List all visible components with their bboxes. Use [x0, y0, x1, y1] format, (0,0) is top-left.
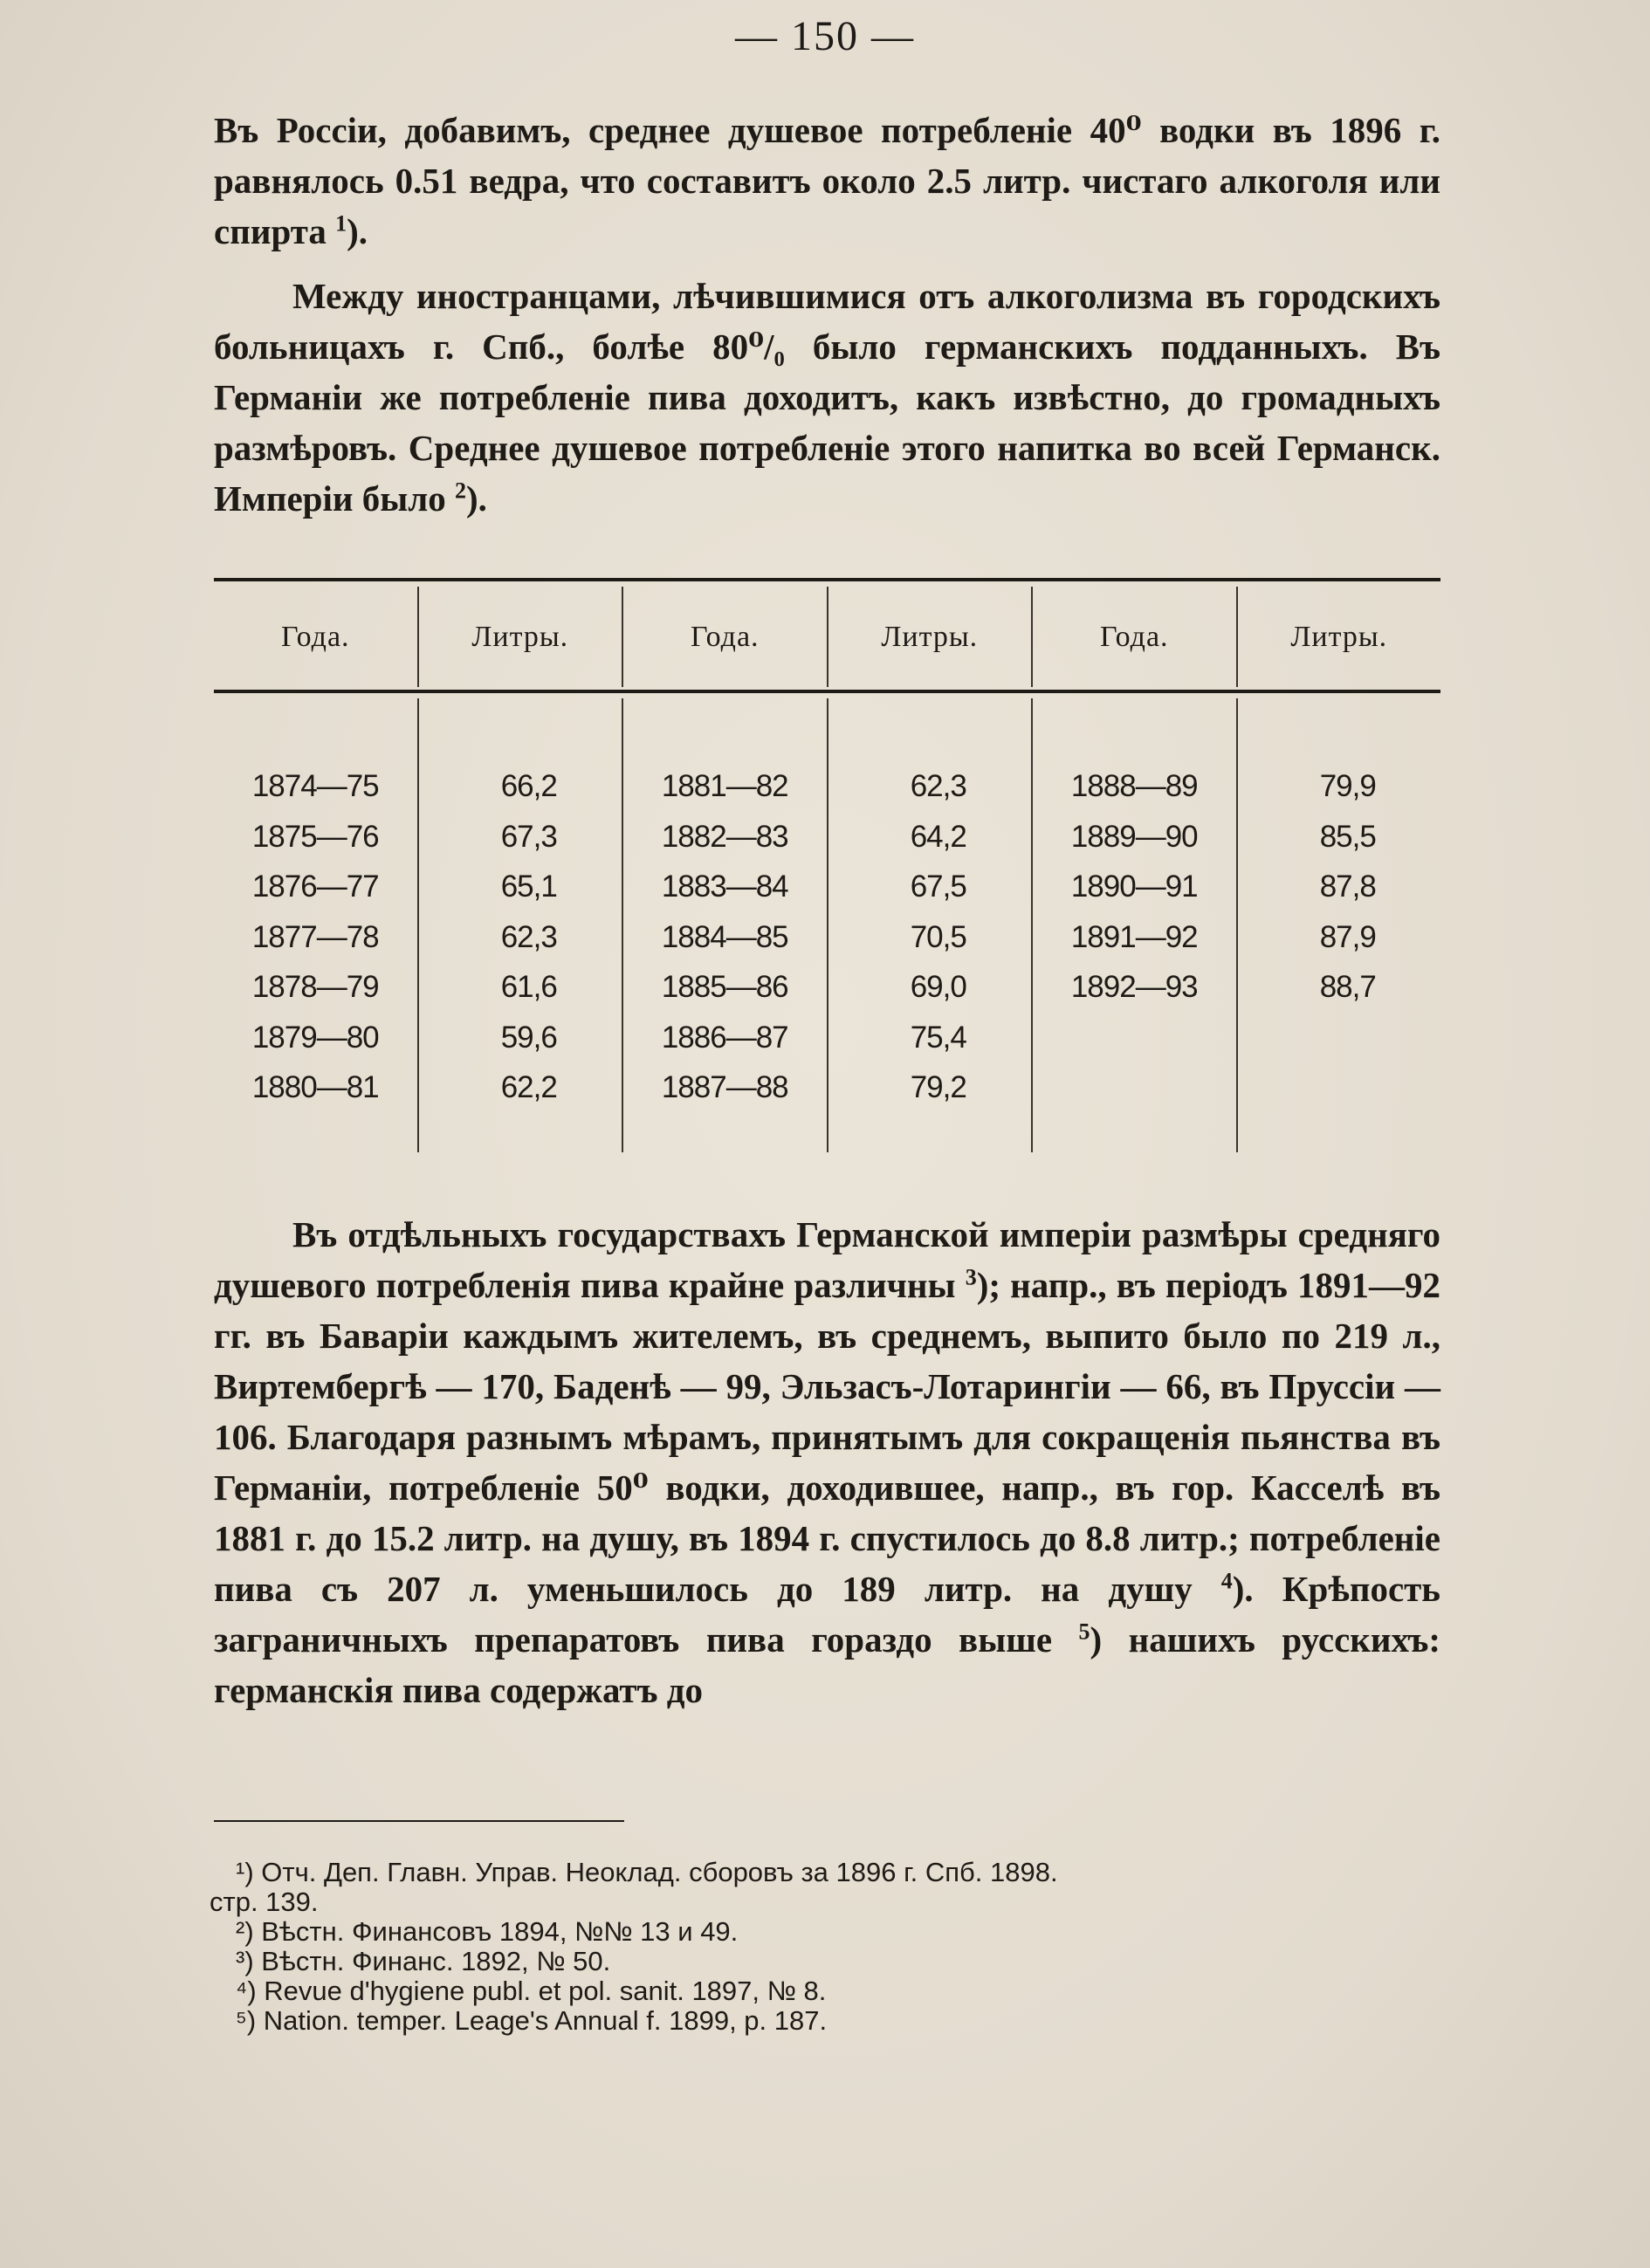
table-cell: 1890—91: [1070, 869, 1198, 904]
table-cell: 1892—93: [1070, 970, 1198, 1004]
footnote-ref: 1: [335, 210, 347, 237]
table-cell: 1887—88: [661, 1070, 788, 1104]
table-cell: 87,8: [1319, 869, 1376, 904]
table-cell: 70,5: [910, 919, 966, 954]
column-years-2: [623, 698, 828, 1152]
footnote-ref: 2: [454, 478, 466, 504]
footnote-separator: [214, 1820, 624, 1822]
table-header-rule: [214, 690, 1440, 693]
footnote-5: ⁵) Nation. temper. Leage's Annual f. 1899, p. 187.: [236, 2005, 828, 2036]
column-liters-1: [419, 698, 624, 1152]
paragraph-text: Между иностранцами, лѣчившимися отъ алкоголизма въ городскихъ больницахъ г. Спб., болѣе 80⁰/₀ было германскихъ подданныхъ. Въ Германіи же потребленіе пива доходитъ, какъ извѣстно, до громадныхъ размѣровъ. Среднее душевое потребленіе этого напитка во всей Германск. Имперіи было: [214, 276, 1440, 519]
table-cell: 62,2: [500, 1070, 557, 1104]
table-cell: 85,5: [1319, 819, 1376, 854]
table-cell: 1886—87: [661, 1020, 788, 1055]
paragraph-russia-vodka: [214, 105, 1440, 257]
footnote-1-continued: стр. 139.: [210, 1887, 319, 1917]
table-cell: 1875—76: [251, 819, 379, 854]
header-years-3: Года.: [1033, 587, 1238, 687]
footnote-2: ²) Вѣстн. Финансовъ 1894, №№ 13 и 49.: [236, 1916, 739, 1947]
paragraph-text: Въ Россіи, добавимъ, среднее душевое потребленіе 40⁰ водки въ 1896 г. равнялось 0.51 ведра, что составитъ около 2.5 литр. чистаго алкоголя или спирта: [214, 110, 1440, 251]
footnotes: [210, 1857, 1449, 2036]
paragraph-text: ). Крѣпость заграничныхъ препаратовъ пива гораздо выше: [214, 1569, 1440, 1660]
column-years-3: [1033, 698, 1238, 1152]
table-cell: 1877—78: [251, 919, 379, 954]
header-liters-1: Литры.: [419, 587, 624, 687]
table-top-rule: [214, 578, 1440, 581]
column-liters-3: [1238, 698, 1441, 1152]
table-cell: 79,2: [910, 1070, 966, 1104]
table-cell: 1879—80: [251, 1020, 379, 1055]
footnote-ref: 5: [1078, 1619, 1090, 1645]
column-liters-2: [828, 698, 1034, 1152]
table-cell: 66,2: [500, 769, 557, 803]
table-cell: 64,2: [910, 819, 966, 854]
header-liters-2: Литры.: [828, 587, 1034, 687]
table-cell: 87,9: [1319, 919, 1376, 954]
table-cell: 1889—90: [1070, 819, 1198, 854]
table-cell: 67,5: [910, 869, 966, 904]
footnote-3: ³) Вѣстн. Финанс. 1892, № 50.: [236, 1946, 611, 1976]
table-cell: 1874—75: [251, 769, 379, 803]
paragraph-text-end: ).: [347, 211, 368, 251]
table-cell: 59,6: [500, 1020, 557, 1055]
table-cell: 1891—92: [1070, 919, 1198, 954]
paragraph-text: ); напр., въ періодъ 1891—92 гг. въ Баваріи каждымъ жителемъ, въ среднемъ, выпито было по 219 л., Виртембергѣ — 170, Баденѣ — 99, Эльзасъ-Лотарингіи — 66, въ Пруссіи — 106. Благодаря разнымъ мѣрамъ, принятымъ для сокращенія пьянства въ Германіи, потребленіе 50⁰ водки, доходившее, напр., въ гор. Касселѣ въ 1881 г. до 15.2 литр. на душу, въ 1894 г. спустилось до 8.8 литр.; потребленіе пива съ 207 л. уменьшилось до 189 литр. на душу: [214, 1265, 1441, 1609]
table-cell: 1876—77: [251, 869, 379, 904]
footnote-1: ¹) Отч. Деп. Главн. Управ. Неоклад. сборовъ за 1896 г. Спб. 1898.: [236, 1857, 1058, 1887]
column-years-1: [214, 698, 419, 1152]
table-header: [214, 587, 1440, 687]
table-cell: 1883—84: [661, 869, 788, 904]
table-cell: 62,3: [910, 769, 966, 803]
table-cell: 1878—79: [251, 970, 379, 1004]
table-cell: 1884—85: [661, 919, 788, 954]
paragraph-german-states: [214, 1209, 1440, 1715]
paragraph-germany-beer: [214, 271, 1440, 524]
footnote-ref: 3: [965, 1264, 977, 1290]
table-cell: 1881—82: [661, 769, 788, 803]
header-liters-3: Литры.: [1290, 620, 1388, 653]
footnote-4: ⁴) Revue d'hygiene publ. et pol. sanit. 1897, № 8.: [236, 1976, 827, 2006]
paragraph-text-end: ).: [465, 478, 487, 519]
table-cell: 1888—89: [1070, 769, 1198, 803]
header-years-2: Года.: [623, 587, 828, 687]
page-number: — 150 —: [735, 13, 915, 59]
table-cell: 75,4: [910, 1020, 966, 1055]
table-cell: 65,1: [500, 869, 557, 904]
table-cell: 69,0: [910, 970, 966, 1004]
table-cell: 62,3: [500, 919, 557, 954]
table-cell: 88,7: [1319, 970, 1376, 1004]
footnote-ref: 4: [1220, 1568, 1233, 1594]
table-cell: 79,9: [1319, 769, 1376, 803]
table-cell: 1885—86: [661, 970, 788, 1004]
table-cell: 67,3: [500, 819, 557, 854]
table-cell: 1880—81: [251, 1070, 379, 1104]
table-cell: 61,6: [500, 970, 557, 1004]
header-years-1: Года.: [214, 587, 419, 687]
table-cell: 1882—83: [661, 819, 788, 854]
paragraph-text: Въ отдѣльныхъ государствахъ Германской имперіи размѣры средняго душевого потребленія пива крайне различны: [214, 1214, 1440, 1305]
paragraph-text: ) нашихъ русскихъ: германскія пива содержатъ до: [214, 1619, 1441, 1710]
beer-consumption-table: [214, 698, 1440, 1152]
